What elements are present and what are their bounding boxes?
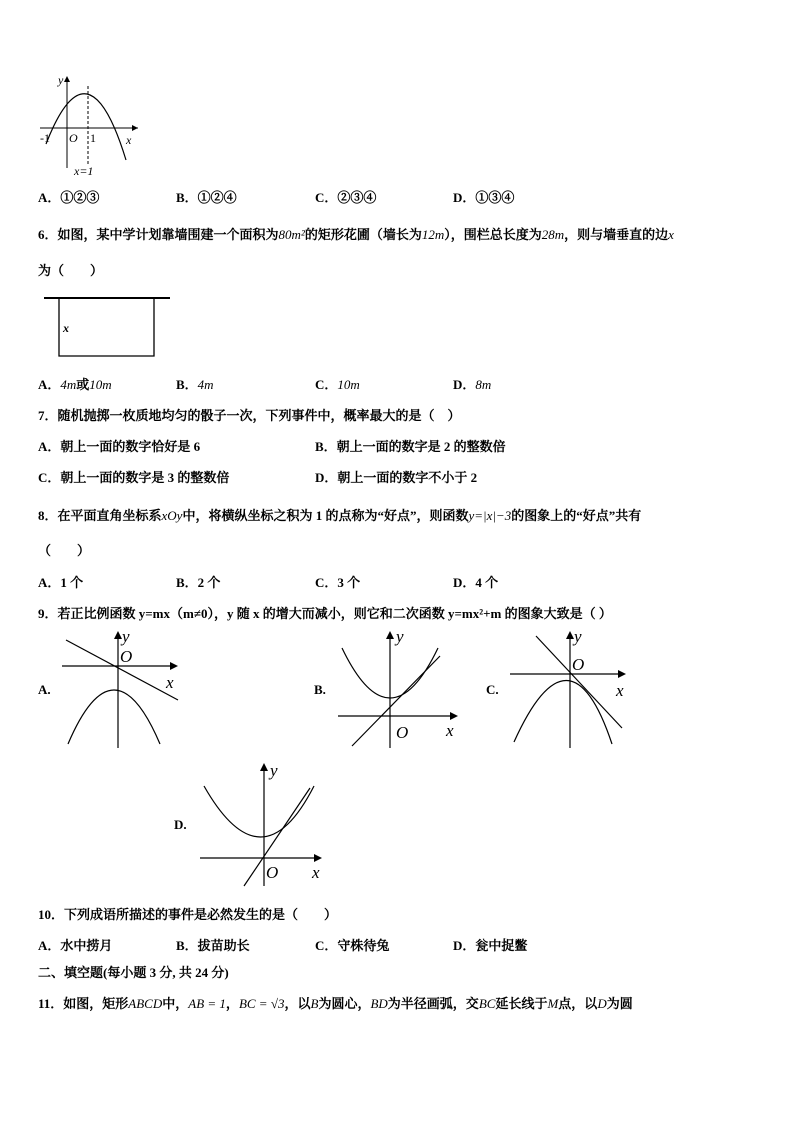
q9-label-c[interactable]: C. <box>486 682 499 697</box>
q6-garden-figure <box>40 292 175 362</box>
q10-option-a[interactable]: A．水中捞月 <box>38 938 113 953</box>
q7-option-c[interactable]: C．朝上一面的数字是 3 的整数倍 <box>38 470 230 485</box>
svg-text:x: x <box>616 681 624 700</box>
q9-label-b[interactable]: B. <box>314 682 326 697</box>
svg-text:y: y <box>122 628 130 646</box>
q10-option-b[interactable]: B．拔苗助长 <box>176 938 250 953</box>
svg-text:O: O <box>120 647 133 666</box>
svg-text:x: x <box>166 673 174 692</box>
q10-option-d[interactable]: D．瓮中捉鳖 <box>453 938 528 953</box>
q5-option-d[interactable]: D．①③④ <box>453 190 515 205</box>
q11-stem: 11．如图，矩形ABCD中，AB = 1，BC = √3，以B为圆心，BD为半径画弧，交BC延长线于M点，以D为圆 <box>38 996 633 1011</box>
svg-text:y: y <box>270 761 278 780</box>
q9-label-d[interactable]: D. <box>174 817 187 832</box>
svg-text:x: x <box>446 721 454 740</box>
section-heading: 二、填空题(每小题 3 分, 共 24 分) <box>38 965 229 980</box>
q5-origin: O <box>69 131 78 145</box>
q5-parabola-graph <box>36 72 146 180</box>
q6-stem-end: 为（ ） <box>38 263 104 278</box>
q6-option-c[interactable]: C．10m <box>315 377 360 392</box>
q10-option-c[interactable]: C．守株待兔 <box>315 938 390 953</box>
q8-paren: （ ） <box>38 543 91 558</box>
q5-neg-one: -1 <box>40 131 50 145</box>
q9-graph-d <box>196 760 331 888</box>
q5-option-a[interactable]: A．①②③ <box>38 190 100 205</box>
q8-option-c[interactable]: C．3 个 <box>315 575 361 590</box>
q5-option-c[interactable]: C．②③④ <box>315 190 377 205</box>
q9-stem: 9．若正比例函数 y=mx（m≠0），y 随 x 的增大而减小，则它和二次函数 y=mx²+m 的图象大致是（ ） <box>38 606 612 621</box>
q6-option-b[interactable]: B．4m <box>176 377 214 392</box>
svg-text:O: O <box>266 863 279 882</box>
q9-graph-a <box>58 628 183 750</box>
q6-stem: 6．如图，某中学计划靠墙围建一个面积为80m²的矩形花圃（墙长为12m），围栏总长度为28m，则与墙垂直的边x <box>38 227 674 242</box>
q6-option-a[interactable]: A．4m或10m <box>38 377 112 392</box>
q9-label-a[interactable]: A. <box>38 682 51 697</box>
q8-option-b[interactable]: B．2 个 <box>176 575 221 590</box>
svg-text:y: y <box>396 628 404 646</box>
q5-option-b[interactable]: B．①②④ <box>176 190 237 205</box>
q5-one: 1 <box>90 131 96 145</box>
svg-text:O: O <box>396 723 409 742</box>
q6-option-d[interactable]: D．8m <box>453 377 492 392</box>
q8-stem: 8．在平面直角坐标系xOy中，将横纵坐标之积为 1 的点称为“好点”，则函数y=|x|−3的图象上的“好点”共有 <box>38 508 642 523</box>
q7-option-d[interactable]: D．朝上一面的数字不小于 2 <box>315 470 478 485</box>
q5-x-label: x <box>126 133 132 147</box>
q7-stem: 7．随机抛掷一枚质地均匀的骰子一次，下列事件中，概率最大的是（ ） <box>38 408 461 423</box>
q6-figure-x: x <box>63 321 69 335</box>
svg-text:x: x <box>312 863 320 882</box>
q10-stem: 10．下列成语所描述的事件是必然发生的是（ ） <box>38 907 338 922</box>
q8-option-a[interactable]: A．1 个 <box>38 575 84 590</box>
q7-option-a[interactable]: A．朝上一面的数字恰好是 6 <box>38 439 201 454</box>
q9-graph-c <box>508 628 633 750</box>
q7-option-b[interactable]: B．朝上一面的数字是 2 的整数倍 <box>315 439 506 454</box>
svg-text:y: y <box>574 628 582 646</box>
q5-axis-eq: x=1 <box>74 164 94 178</box>
q9-graph-b <box>334 628 464 750</box>
q8-option-d[interactable]: D．4 个 <box>453 575 499 590</box>
svg-text:O: O <box>572 655 585 674</box>
q5-y-label: y <box>58 73 64 87</box>
